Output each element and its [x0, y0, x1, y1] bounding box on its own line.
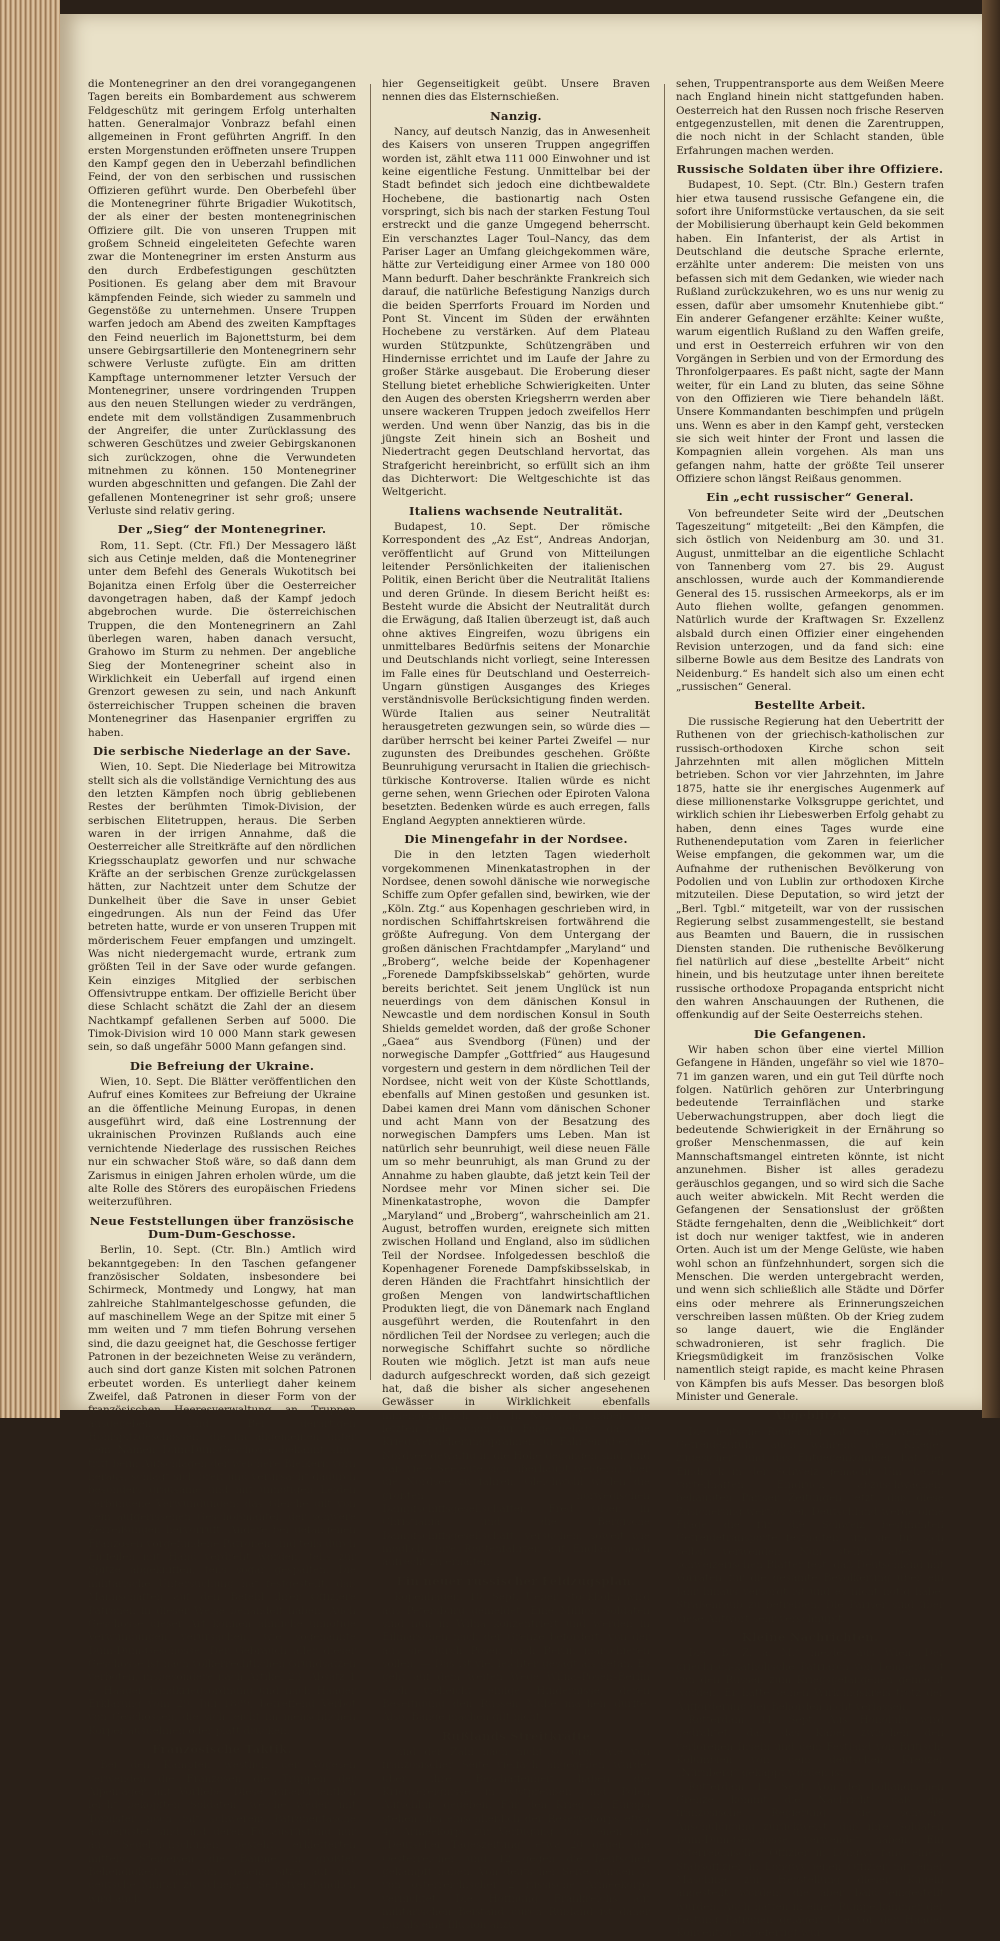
article-paragraph: Nancy, auf deutsch Nanzig, das in Anwesenheit des Kaisers von unseren Truppen angegriffen worden ist, zählt etwa 111 000 Einwohner und ist keine eigentliche Festung. Unmittelbar bei der Stadt befindet sich jedoch eine dichtbewaldete Hochebene, die bastionartig nach Osten vorspringt, sich bis nach der starken Festung Toul erstreckt und die ganze Umgegend beherrscht. Ein verschanztes Lager Toul–Nancy, das dem Pariser Lager an Umfang gleichgekommen wäre, hätte zur Verteidigung einer Armee von 180 000 Mann bedurft. Daher beschränkte Frankreich sich darauf, die natürliche Befestigung Nanzigs durch die beiden Sperrforts Frouard im Norden und Pont St. Vincent im Süden der erwähnten Hochebene zu verstärken. Auf dem Plateau wurden Stützpunkte, Schützengräben und Hindernisse errichtet und im Laufe der Jahre zu großer Stärke ausgebaut. Die Eroberung dieser Stellung bietet erhebliche Schwierigkeiten. Unter den Augen des obersten Kriegsherrn werden aber unsere wackeren Truppen jedoch zweifellos Herr werden. Und wenn über Nanzig, das bis in die jüngste Zeit hinein sich an Bosheit und Niedertracht gegen Deutschland hervortat, das Strafgericht hereinbricht, so erfüllt sich an ihm das Dichterwort: Die Weltgeschichte ist das Weltgericht. [382, 126, 650, 499]
article-paragraph: Rotterdam, 11. Sept. Aus Honolulu wird gedrahtet, daß das Kabel zwischen den verlorenen Inseln und dem Festland von Britisch-Kolumbien von dem deutschen Kreuzer „Nürnberg“ gekappt worden ist. [676, 1713, 944, 1780]
column-middle [382, 78, 650, 1932]
article-paragraph: Wien, 10. Sept. Die Blätter veröffentlichen den Aufruf eines Komitees zur Befreiung der Ukraine an die öffentliche Meinung Europas, in denen ausgeführt wird, daß eine Lostrennung der ukrainischen Provinzen Rußlands auch eine vernichtende Niederlage des russischen Reiches nur ein schwacher Stoß wäre, so daß dann dem Zarismus in einigen Jahren erholen würde, um die alte Rolle des Störers des europäischen Friedens weiterzuführen. [88, 1076, 356, 1209]
article-paragraph: Budapest, 10. Sept. (Ctr. Bln.) Gestern trafen hier etwa tausend russische Gefangene ein, die sofort ihre Uniformstücke vertauschen, da sie seit der Mobilisierung überhaupt kein Geld bekommen haben. Ein Infanterist, der als Artist in Deutschland die deutsche Sprache erlernte, erzählte unter anderem: Die meisten von uns befassen sich mit dem Gedanken, wie wieder nach Rußland zurückzukehren, wo es uns nur wenig zu essen, dafür aber umsomehr Knutenhiebe gibt.“ Ein anderer Gefangener erzählte: Keiner wußte, warum eigentlich Rußland zu den Waffen greife, und erst in Oesterreich erfuhren wir von den Vorgängen in Serbien und von der Ermordung des Thronfolgerpaares. Es paßt nicht, sagte der Mann weiter, für ein Land zu bluten, das seine Söhne von den Offizieren wie Tiere behandeln läßt. Unsere Kommandanten beschimpfen und prügeln uns. Wenn es aber in den Kampf geht, verstecken sie sich weit hinter der Front und lassen die Kompagnien allein vorgehen. Als man uns gefangen nahm, hatte der größte Teil unserer Offiziere schon längst Reißaus genommen. [676, 179, 944, 485]
article-paragraph: Die deutsche Regierung hat der Schweiz die Getreidezufuhr auch während des Krieges zugesichert und das Entgegenkommen hat viel Eindruck in der Schweiz gemacht. Um diesen vorteilhaften Eindruck abzuschwächen, behaupten Pariser Zeitungen jetzt, daß diese Zusicherung wertlos sei, Deutschland werde ohne Frage die für die Schweiz bestimmten Getreidetransporte festhalten, um sie für sich selbst verwenden. Nun stellen aber die schweizerischen Blätter fest, daß Deutschland mit Vorräten für die gesamte Bevölkerung über ein Jahr hinaus versorgt ist und es nicht nötig habe, Straßenraub zu betreiben. Die Pariser sind über diese Antwort sehr verschnupft. [676, 1425, 944, 1625]
article-paragraph: die Montenegriner an den drei vorangegangenen Tagen bereits ein Bombardement aus schwerem Feldgeschütz mit geringem Erfolg unterhalten hatten. Generalmajor Vonbrazz befahl einen allgemeinen in Front geführten Angriff. In den ersten Morgenstunden eröffneten unsere Truppen den Kampf gegen den in Ueberzahl befindlichen Feind, der von den serbischen und russischen Offizieren geführt wurde. Den Oberbefehl über die Montenegriner führte Brigadier Wukotitsch, der als einer der besten montenegrinischen Offiziere gilt. Die von unseren Truppen mit großem Schneid eingeleiteten Gefechte waren zwar die Montenegriner im ersten Ansturm aus den durch Erdbefestigungen geschützten Positionen. Es gelang aber dem mit Bravour kämpfenden Feinde, sich wieder zu sammeln und Gegenstöße zu unternehmen. Unsere Truppen warfen jedoch am Abend des zweiten Kampftages den Feind neuerlich im Bajonettsturm, bei dem unsere Gebirgsartillerie den Montenegrinern sehr schwere Verluste zufügte. Ein am dritten Kampftage unternommener letzter Versuch der Montenegriner, unsere vordringenden Truppen aus den neuen Stellungen wieder zu verdrängen, endete mit dem vollständigen Zusammenbruch der Angreifer, die unter Zurücklassung des schweren Geschützes und zweier Gebirgskanonen sich zurückzogen, ohne die Verwundeten mitnehmen zu können. 150 Montenegriner wurden abgeschnitten und gefangen. Die Zahl der gefallenen Montenegriner ist sehr groß; unsere Verluste sind relativ gering. [88, 78, 356, 517]
article-paragraph: Budapest, 10. Sept. Der römische Korrespondent des „Az Est“, Andreas Andorjan, veröffentlicht auf Grund von Mitteilungen leitender Persönlichkeiten der italienischen Politik, einen Bericht über die Neutralität Italiens und deren Gründe. In diesem Bericht heißt es: Besteht wurde die Absicht der Neutralität durch die Erwägung, daß Italien überzeugt ist, daß auch ohne aktives Eingreifen, wozu übrigens ein unmittelbares Bedürfnis seitens der Monarchie und Deutschlands nicht vorliegt, seine Interessen im Falle eines für Deutschland und Oesterreich-Ungarn günstigen Ausganges des Krieges verständnisvolle Berücksichtigung finden werden. Würde Italien aus seiner Neutralität herausgetreten gezwungen sein, so würde dies — darüber herrscht bei keiner Partei Zweifel — nur zugunsten des Dreibundes geschehen. Größte Beunruhigung verursacht in Italien die griechisch-türkische Kontroverse. Italien würde es nicht gerne sehen, wenn Griechen oder Epiroten Valona besetzten. Bedenken würde es auch erregen, falls England Aegypten annektieren würde. [382, 521, 650, 827]
article-headline: Abgeblitzt. [772, 1408, 848, 1423]
article-paragraph: Von befreundeter Seite wird der „Deutschen Tageszeitung“ mitgeteilt: „Bei den Kämpfen, die sich östlich von Neidenburg am 30. und 31. August, unmittelbar an die eigentliche Schlacht von Tannenberg vom 27. bis 29. August anschlossen, wurde auch der Kommandierende General des 15. russischen Armeekorps, als er im Auto fliehen wollte, gefangen genommen. Natürlich wurde der Kraftwagen Sr. Exzellenz alsbald durch einen Offizier einer eingehenden Revision unterzogen, und da fand sich: eine silberne Bowle aus dem Besitze des Landrats von Neidenburg.“ Es handelt sich also um einen echt „russischen“ General. [676, 507, 944, 694]
article-paragraph: Rom, 11. Sept. (Ctr. Ffl.) Der Messagero läßt sich aus Cetinje melden, daß die Montenegriner unter dem Befehl des Generals Wukotitsch bei Bojanitza einen Erfolg über die Oesterreicher davongetragen haben, daß der Kampf jedoch abgebrochen wurde. Die österreichischen Truppen, die den Montenegrinern an Zahl überlegen waren, haben danach versucht, Grahowo im Sturm zu nehmen. Der angebliche Sieg der Montenegriner scheint also in Wirklichkeit ein Ueberfall auf irgend einen Grenzort gewesen zu sein, und nach Ankunft österreichischer Truppen scheinen die braven Montenegriner das Hasenpanier ergriffen zu haben. [88, 539, 356, 739]
article-headline: Ein „echt russischer“ General. [706, 490, 914, 505]
article-paragraph: Rotterdam, 11. Sept. Von der holländischen Grenze kommt die Nachricht, daß die französische Regierung die schwere Anschuldigung zurückweist, daß ihre Soldaten Dum-Dum-Geschosse verwendet haben. Ein österreichischer Offizier in Longwy fand einem Stabsoffizier in Longwy jenen Offizier mit einer Maschine zur Herstellung dieser Kugeln angestellt worden, die aber bald eingestellt wurden. Auch hätten in einer Rumpelkammer der Festung Patronen gelagert, die vor der Haager Konvention angefertigt wur- [676, 1780, 944, 1940]
article-headline: Die Befreiung der Ukraine. [129, 1058, 315, 1073]
article-paragraph: Wien, 10. Sept. Die Niederlage bei Mitrowitza stellt sich als die vollständige Vernichtung des aus den letzten Kämpfen noch übrig gebliebenen Restes der berühmten Timok-Division, der serbischen Elitetruppen, heraus. Die Serben waren in der irrigen Annahme, daß die Oesterreicher alle Streitkräfte auf den nördlichen Kriegsschauplatz geworfen und nur schwache Kräfte an der serbischen Grenze zurückgelassen hätten, zur Nachtzeit unter dem Schutze der Dunkelheit über die Save in unser Gebiet eingedrungen. Als nun der Feind das Ufer betreten hatte, wurde er von unseren Truppen mit mörderischem Feuer empfangen und umzingelt. Was nicht niedergemacht wurde, ertrank zum größten Teil in der Save oder wurde gefangen. Kein einziges Mitglied der serbischen Offensivtruppe entkam. Der offizielle Bericht über diese Schlacht schätzt die Zahl der an diesem Nachtkampf gefallenen Serben auf 5000. Die Timok-Division wird 10 000 Mann stark gewesen sein, so daß ungefähr 5000 Mann gefangen sind. [88, 761, 356, 1054]
newspaper-page [60, 14, 982, 1940]
column-divider [370, 84, 371, 1380]
column-left [88, 78, 356, 1905]
column-right [676, 78, 944, 1940]
article-headline: Französische Taktik. [152, 1741, 292, 1756]
article-headline: Bestellte Arbeit. [754, 698, 866, 713]
article-headline: Die Minengefahr in der Nordsee. [404, 831, 628, 846]
article-paragraph: Die „B. Z. a. M.“ meldet aus Wien: Der griechisch-katholische Patriarch von Lemberg ist von den Russen zum Kriegsgefangenen gemacht worden. Er hatte seinen Wirkungskreis trotz der Aufforderung der Behörden nicht verlassen. [676, 1647, 944, 1713]
article-headline: Die serbische Niederlage an der Save. [93, 743, 351, 758]
article-headline: Die Gefangenen. [753, 1026, 867, 1041]
article-paragraph: Wir haben schon über eine viertel Million Gefangene in Händen, ungefähr so viel wie 1870–71 im ganzen waren, und ein gut Teil dürfte noch folgen. Natürlich gehören zur Unterbringung bedeutende Terrainflächen und starke Ueberwachungstruppen, aber doch liegt die bedeutende Schwierigkeit in der Ernährung so großer Menschenmassen, die auf kein Mannschaftsmangel eintreten könnte, ist nicht anzunehmen. Bisher ist alles geradezu geräuschlos gegangen, und so wird sich die Sache auch weiter abwickeln. Mit Recht werden die Gefangenen der Sensationslust der größten Städte ferngehalten, denn die „Weiblichkeit“ dort ist doch nur weniger taktfest, wie in anderen Orten. Auch ist um der Menge Gelüste, wie haben wohl schon an fünfzehnhundert, sorgen sich die Menschen. Die werden untergebracht werden, und wenn sich schließlich alle Städte und Dörfer eins oder mehrere als Erinnerungszeichen verschreiben lassen müßten. Ob der Krieg zudem so lange dauert, wie die Engländer schwadronieren, ist sehr fraglich. Die Kriegsmüdigkeit im französischen Volke namentlich steigt rapide, es macht keine Phrasen von Kämpfen bis aufs Messer. Das besorgen bloß Minister und Generale. [676, 1044, 944, 1403]
article-paragraph: sind der Zahl nach nicht so groß wie von französischer Seite vielfach angegeben wurde, über ihre Beschaffenheit haben die Kriegsereignisse in Ostpreußen und Polen Aufschluß gegeben. Für den Krieg in Europa stehen ihm einschließlich der Reservekorps etwa 40 Armeekorps zur Verfügung, von denen laut „Deutscher Tageszeitung“ etwa 20 gegen die Oesterreicher und 12 gegen die Deutschen gekämpft haben. Von deutscher Seite wurden 5, von österreichischer 2 russische Armeekorps vernichtet. Die Hoffnung Frankreichs auf militärischen Beistand durch Rußland ist daher nur als eine Illusion anzu- [382, 1745, 650, 1932]
article-paragraph: Bei den Kämpfen westlich der Vogesen verwenden die Franzosen die Truppen der Alpenjäger mit Vorliebe. Diese außerordentlich leicht beköpften Soldaten, welche weder mit Tornister noch mit schwerem Patronentasche ausgerüstet sind und deren Fußausrüstung nur aus Segeltuchschuhen besteht, erkletterten mittels Steigeisen die Bäume in größter Behendigkeit, um von diesem Sitze auf das deutsche Militär zu schießen. Selbstverständlich wird auch [88, 1759, 356, 1905]
article-paragraph: Berlin, 10. Sept. (Ctr. Bln.) Amtlich wird bekanntgegeben: In den Taschen gefangener französischer Soldaten, insbesondere bei Schirmeck, Montmedy und Longwy, hat man zahlreiche Stahlmantelgeschosse gefunden, die auf maschinellem Wege an der Spitze mit einer 5 mm weiten und 7 mm tiefen Bohrung versehen sind, die dazu geeignet hat, die Geschosse fertiger Patronen in der bezeichneten Weise zu verändern, auch sind dort ganze Kisten mit solchen Patronen erbeutet worden. Es unterliegt daher keinem Zweifel, daß Patronen in dieser Form von der französischen Heeresverwaltung an Truppen ausgegeben sind. Bei derartigen Hohlspitzgeschossen, die im allgemeinen unter dem Namen Dum-Dum-Geschosse bekannt sind, tritt beim Aufschlagen der weichere Bleikern vorn heraus, schlägt sich breit und verursacht dadurch besonders grausame und mit unnötigen Leiden verbundene Verwundungen; das Gleiche gilt von dem aufgerissenen Geschoßmantel, der schwere Zerreißungen hervorruft. Andere bei gefangenen Franzosen vorgefundene Patronen sind teils durch Einfeilen mit Hand verdreht worden, teils zur Spitze abgekniffen, teils sogar gespalten. Die militärische Untersuchung hat festgestellt, daß Mannschaften auf den Befehl ihrer Offiziere Patronen in dieser Weise behandelt haben. Auch Geschosse dieser Art können ähnliche unnötige Verwundungen verursachen, wie sogenannte Dum-Dum-Geschosse. Der Gebrauch aller dieser Geschosse ist nach völkerrechtlichen Grundsätzen verboten, insbesondere nach Artikel 23, Absatz 1 e, Haager Landkriegsordnung und nach Haager Erklärung vom 29. Juli 1899, betreffend Verbot von Geschossen, die sich leicht im menschlichen Körper ausdehnen oder platt drücken. [88, 1244, 356, 1737]
article-headline: Rußlands Streitkräfte [441, 1728, 591, 1743]
article-headline: Russische Soldaten über ihre Offiziere. [676, 162, 944, 177]
article-paragraph: hier Gegenseitigkeit geübt. Unsere Braven nennen dies das Elsternschießen. [382, 78, 650, 104]
article-headline: Neue Feststellungen über französische Dum-Dum-Geschosse. [89, 1213, 355, 1241]
article-paragraph: Die russische Regierung hat den Uebertritt der Ruthenen von der griechisch-katholischen zur russisch-orthodoxen Kirche schon seit Jahrzehnten mit allen möglichen Mitteln betrieben. Schon vor vier Jahrzehnten, im Jahre 1875, hatte sie ihr energisches Augenmerk auf diese millionenstarke Volksgruppe gerichtet, und wirklich schien ihr Liebeswerben Erfolg gehabt zu haben, denn eines Tages wurde eine Ruthenendeputation vom Zaren in feierlicher Weise empfangen, die gekommen war, um die Aufnahme der ruthenischen Bevölkerung von Podolien und von Lublin zur orthodoxen Kirche mitzuteilen. Diese Deputation, so wird jetzt der „Berl. Tgbl.“ mitgeteilt, war von der russischen Regierung selbst zusammengestellt, sie bestand aus Beamten und Bauern, die in russischen Diensten standen. Die ruthenische Bevölkerung fiel natürlich auf diese „bestellte Arbeit“ nicht hinein, und bis heutzutage unter ihnen bereitete russische orthodoxe Propaganda entspricht nicht den wahren Anschauungen der Ruthenen, die offenkundig auf der Seite Oesterreichs stehen. [676, 715, 944, 1022]
article-headline: Nanzig. [490, 108, 542, 123]
article-paragraph: Die in den letzten Tagen wiederholt vorgekommenen Minenkatastrophen in der Nordsee, denen sowohl dänische wie norwegische Schiffe zum Opfer gefallen sind, bewirken, wie der „Köln. Ztg.“ aus Kopenhagen geschrieben wird, in nordischen Schiffahrtskreisen fortwährend die größte Aufregung. Von dem Untergang der großen dänischen Frachtdampfer „Maryland“ und „Broberg“, welche beide der Kopenhagener „Forenede Dampfskibsselskab“ gehörten, wurde bereits berichtet. Seit jenem Unglück ist nun neuerdings von dem dänischen Konsul in Newcastle und dem nordischen Konsul in South Shields gemeldet worden, daß der große Schoner „Gaea“ aus Svendborg (Fünen) und der norwegische Dampfer „Gottfried“ aus Haugesund vorgestern und gestern in dem nördlichen Teil der Nordsee, nicht weit von der Küste Schottlands, ebenfalls auf Minen gestoßen und gesunken ist. Dabei kamen drei Mann vom dänischen Schoner und acht Mann von der Besatzung des norwegischen Dampfers ums Leben. Man ist natürlich sehr beunruhigt, weil diese neuen Fälle um so mehr beunruhigt, als man Grund zu der Annahme zu haben glaubte, daß jetzt kein Teil der Nordsee mehr vor Minen sicher sei. Die Minenkatastrophe, wovon die Dampfer „Maryland“ und „Broberg“, wahrscheinlich am 21. August, betroffen wurden, ereignete sich mitten zwischen Holland und England, also im südlichen Teil der Nordsee. Infolgedessen beschloß die Kopenhagener Forenede Dampfskibsselskab, in deren Händen die Frachtfahrt hinsichtlich der großen Mengen von landwirtschaftlichen Produkten liegt, die von Dänemark nach England ausgeführt werden, die Routenfahrt in den nördlichen Teil der Nordsee zu verlegen; auch die norwegische Schiffahrt suchte so nördliche Routen wie möglich. Jetzt ist man aufs neue dadurch aufgeschreckt worden, daß sich gezeigt hat, daß die bisher als sicher angesehenen Gewässer in Wirklichkeit ebenfalls minengefährlich sind. In Norwegen haben die letzten Fälle schon zur Folge gehabt, daß die Kriegsversicherungsprämien für Fahrten über die Nordsee gewaltig in die Höhe gegangen sind, und daß viele Seeleute sich überhaupt weigern, über die Nordsee zu fahren. Gleichwohl wollen die größten norwegischen Dampfschiffsgesellschaften, Fred Olsen in Christiania und die Bergische Dampfschiffsgesellschaft, versuchen, soweit wie möglich, ihre Routenfahrten auf England noch aufrecht zu erhalten. [382, 849, 650, 1569]
article-headline: Kleine Nachrichten. [741, 1629, 879, 1644]
article-headline: Italiens wachsende Neutralität. [408, 503, 624, 518]
book-page-edge [0, 0, 60, 1418]
article-headline: Der „Sieg“ der Montenegriner. [117, 522, 327, 537]
article-paragraph: sehen, Truppentransporte aus dem Weißen Meere nach England hinein nicht stattgefunden haben. Oesterreich hat den Russen noch frische Reserven entgegenzustellen, mit denen die Zarentruppen, die noch nicht in der Schlacht standen, üble Erfahrungen machen werden. [676, 78, 944, 157]
article-paragraph: Kopenhagen, 10. Sept. Ueber Stockholm wird aus Petersburg gemeldet: Eine Million Soldaten sind nun in Wilna konzentriert und werden in Eilmärschen nach der Grenze befördert, von der aus sie durch Posen nach Berlin marschieren sollen. — Das ist viel leichter gesagt als getan. Es geht auf dem weiten Wege Wilna–Posen–Berlin doch vielleicht einige Hindernisse, deren Beseitigung den Russen Mühe machen dürfte. Also: Bange machen gilt nicht. [382, 1591, 650, 1724]
article-headline: Ein neuer russischer Feldzugsplan. [396, 1573, 636, 1588]
column-divider [664, 84, 665, 1380]
book-binding [982, 0, 1000, 1418]
